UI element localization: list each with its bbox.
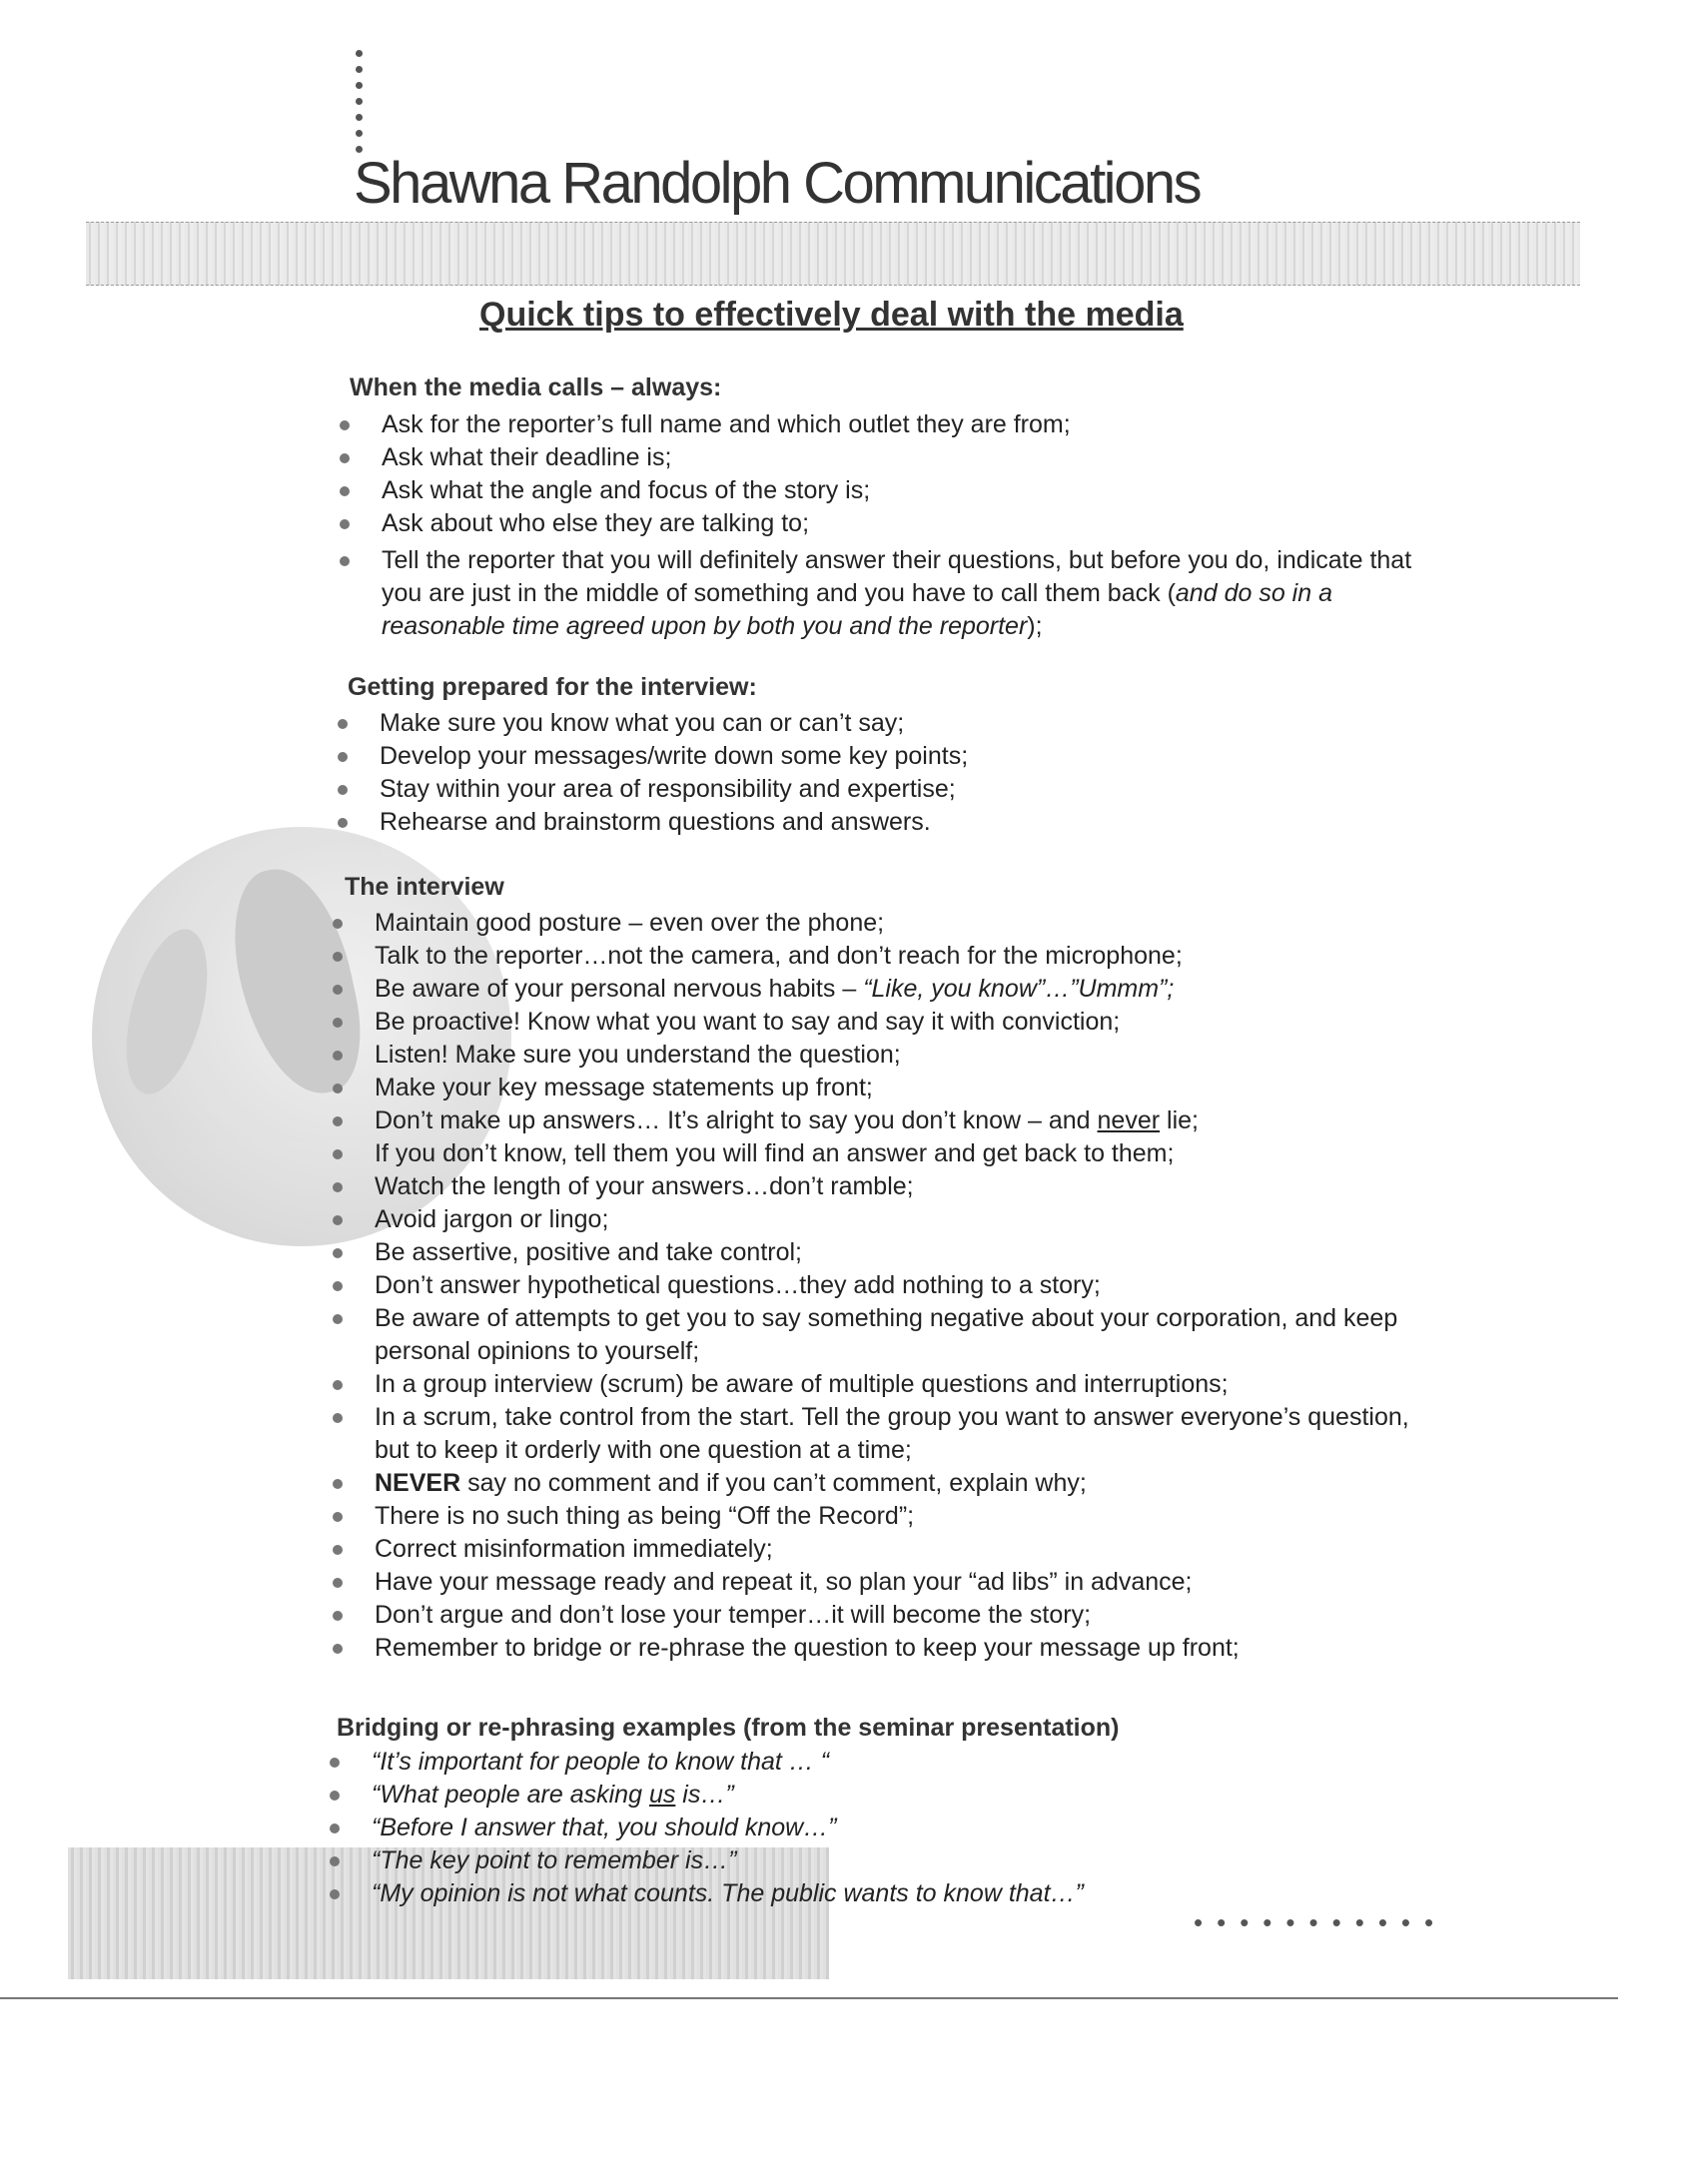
list-item: In a scrum, take control from the start. Tell the group you want to answer everyone’s question, but to keep it orderly with one question at a time;: [375, 1401, 1413, 1467]
list-item: Make your key message statements up front;: [375, 1072, 1413, 1104]
list-item: “The key point to remember is…”: [372, 1844, 1270, 1877]
list-item: Listen! Make sure you understand the question;: [375, 1039, 1413, 1072]
list-item: Be assertive, positive and take control;: [375, 1236, 1413, 1269]
list-item: Rehearse and brainstorm questions and answers.: [380, 806, 1378, 839]
page-title: Quick tips to effectively deal with the media: [479, 296, 1184, 334]
header-banner: [86, 222, 1580, 286]
bottom-rule: [0, 1997, 1618, 1999]
company-name: Shawna Randolph Communications: [354, 151, 1201, 216]
list-item: In a group interview (scrum) be aware of multiple questions and interruptions;: [375, 1368, 1413, 1401]
list-item: Make sure you know what you can or can’t say;: [380, 707, 1378, 740]
list-item: Tell the reporter that you will definitely answer their questions, but before you do, indicate that you are just in the middle of something and you have to call them back (and do so in a reasonable time agreed upon by both you and the reporter);: [382, 544, 1430, 643]
bridging-list: [372, 1746, 1270, 1910]
list-item: “It’s important for people to know that … “: [372, 1746, 1270, 1779]
section-heading-interview: The interview: [345, 873, 504, 901]
list-item: Don’t argue and don’t lose your temper…it will become the story;: [375, 1599, 1413, 1632]
interview-list: [375, 907, 1413, 1665]
list-item: Have your message ready and repeat it, so plan your “ad libs” in advance;: [375, 1566, 1413, 1599]
list-item: “My opinion is not what counts. The public wants to know that…”: [372, 1877, 1270, 1910]
section-heading-prepared: Getting prepared for the interview:: [348, 673, 757, 701]
list-item: Be aware of attempts to get you to say something negative about your corporation, and keep personal opinions to yourself;: [375, 1302, 1413, 1368]
list-item: Watch the length of your answers…don’t ramble;: [375, 1170, 1413, 1203]
media-calls-list: [382, 408, 1430, 643]
list-item: Be aware of your personal nervous habits – “Like, you know”…”Ummm”;: [375, 973, 1413, 1006]
list-item: Ask for the reporter’s full name and which outlet they are from;: [382, 408, 1430, 441]
list-item: Remember to bridge or re-phrase the question to keep your message up front;: [375, 1632, 1413, 1665]
list-item: Be proactive! Know what you want to say and say it with conviction;: [375, 1006, 1413, 1039]
list-item: NEVER say no comment and if you can’t comment, explain why;: [375, 1467, 1413, 1500]
list-item: Ask what the angle and focus of the story is;: [382, 474, 1430, 507]
decorative-dot-trail: •••••••••••: [1194, 1907, 1448, 1937]
section-heading-bridging: Bridging or re-phrasing examples (from the seminar presentation): [337, 1714, 1120, 1742]
section-heading-media-calls: When the media calls – always:: [350, 373, 722, 401]
list-item: Ask about who else they are talking to;: [382, 507, 1430, 540]
list-item: Don’t make up answers… It’s alright to say you don’t know – and never lie;: [375, 1104, 1413, 1137]
list-item: Maintain good posture – even over the phone;: [375, 907, 1413, 940]
list-item: Don’t answer hypothetical questions…they add nothing to a story;: [375, 1269, 1413, 1302]
list-item: Talk to the reporter…not the camera, and don’t reach for the microphone;: [375, 940, 1413, 973]
list-item: “Before I answer that, you should know…”: [372, 1812, 1270, 1844]
list-item: Stay within your area of responsibility and expertise;: [380, 773, 1378, 806]
decorative-dot-column: [356, 50, 366, 162]
list-item: If you don’t know, tell them you will find an answer and get back to them;: [375, 1137, 1413, 1170]
list-item: Ask what their deadline is;: [382, 441, 1430, 474]
list-item: There is no such thing as being “Off the Record”;: [375, 1500, 1413, 1533]
prepared-list: [380, 707, 1378, 839]
list-item: Develop your messages/write down some key points;: [380, 740, 1378, 773]
list-item: “What people are asking us is…”: [372, 1779, 1270, 1812]
list-item: Correct misinformation immediately;: [375, 1533, 1413, 1566]
list-item: Avoid jargon or lingo;: [375, 1203, 1413, 1236]
